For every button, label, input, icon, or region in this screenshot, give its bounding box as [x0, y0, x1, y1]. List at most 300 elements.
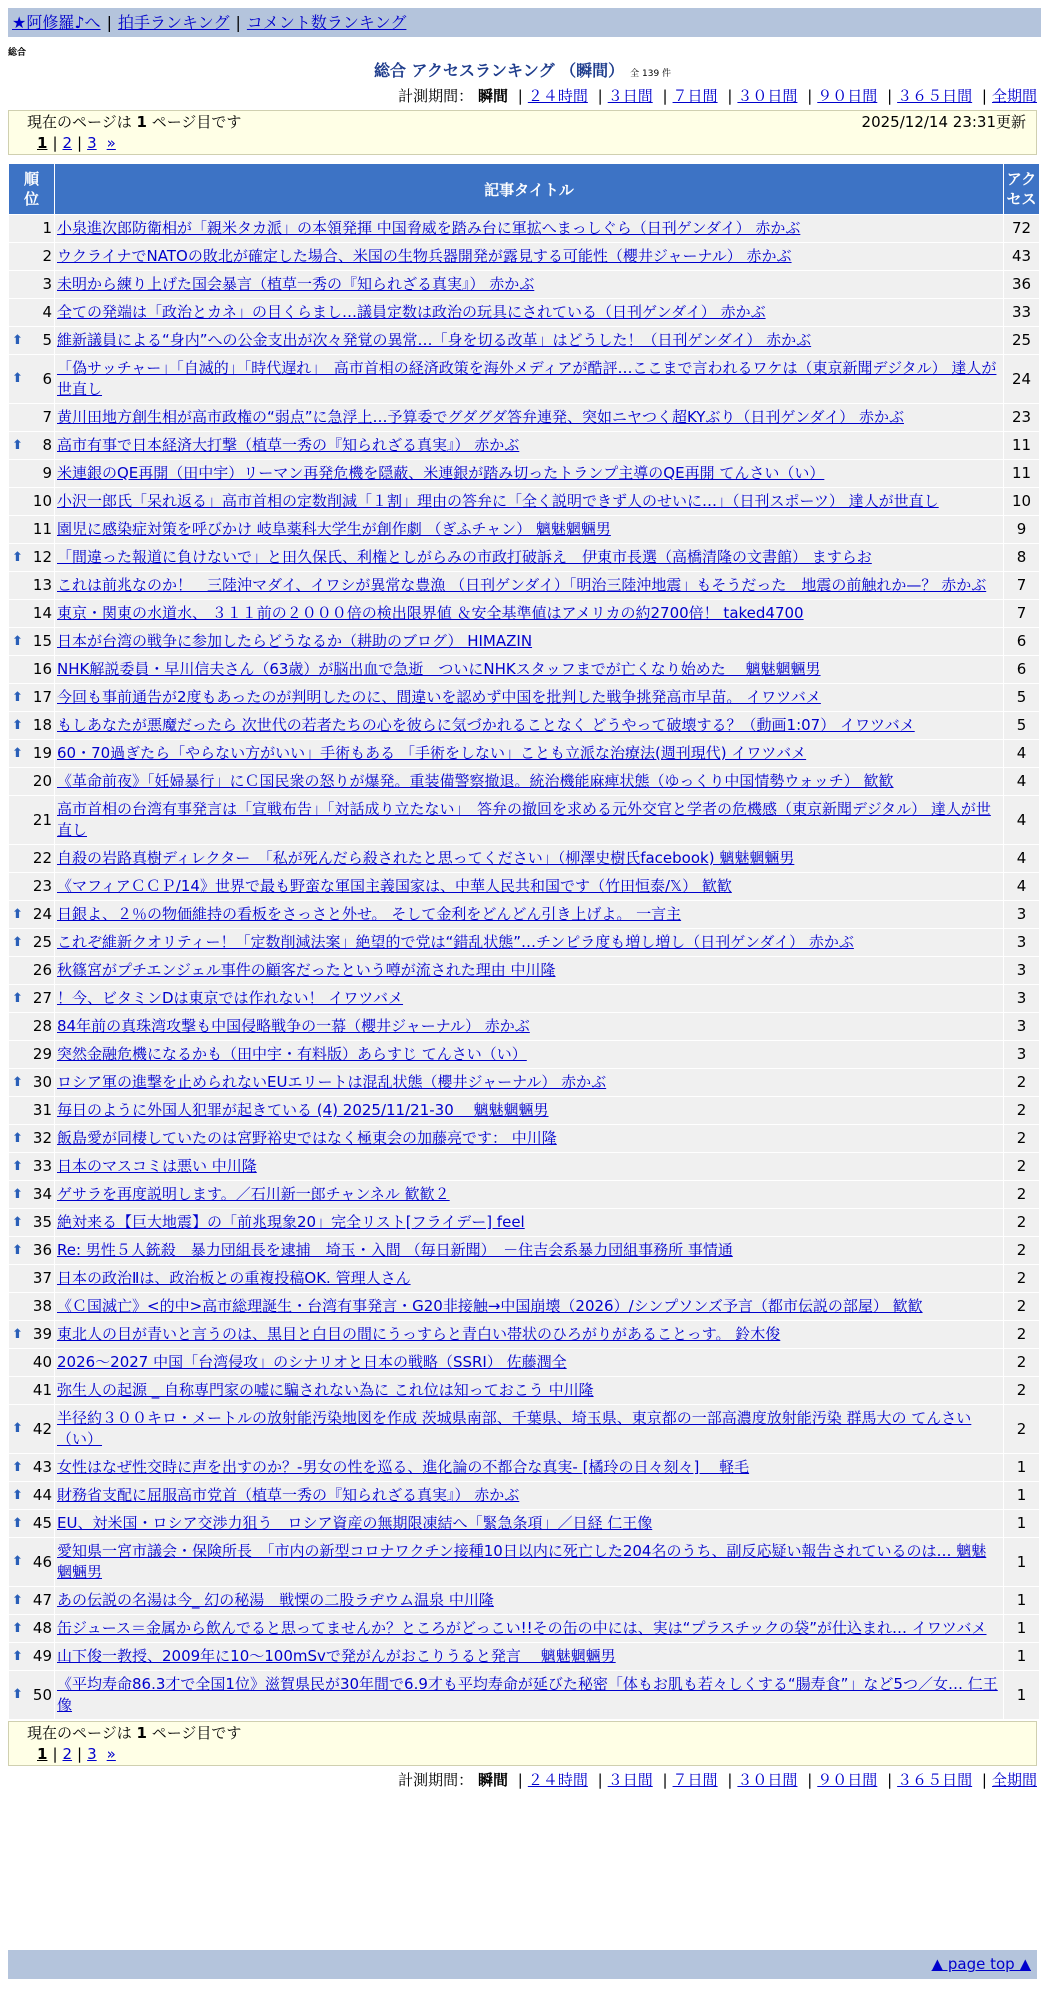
article-link[interactable]: 全ての発端は「政治とカネ」の目くらまし…議員定数は政治の玩具にされている（日刊ゲンダイ） 赤かぶ — [57, 303, 766, 321]
access-count: 33 — [1004, 299, 1039, 326]
title-cell — [55, 1454, 1003, 1481]
access-count: 2 — [1004, 1293, 1039, 1320]
period-selector-bottom: 計測期間： 瞬間 | ２４時間 | ３日間 | ７日間 | ３０日間 | ９０日間 | ３６５日間 | 全期間 — [398, 1771, 1037, 1789]
article-link[interactable]: 日本が台湾の戦争に参加したらどうなるか（耕助のブログ） HIMAZIN — [57, 632, 533, 650]
rank-cell — [9, 901, 54, 928]
table-row — [9, 1293, 1039, 1320]
rank-number: 22 — [32, 849, 52, 867]
table-row — [9, 1265, 1039, 1292]
title-cell — [55, 1153, 1003, 1180]
up-arrow-icon: ⬆ — [12, 549, 23, 565]
rank-cell — [9, 1013, 54, 1040]
article-link[interactable]: 《マフィアＣＣＰ/14》世界で最も野蛮な軍国主義国家は、中華人民共和国です（竹田恒泰/𝕏） 歓歓 — [57, 877, 732, 895]
title-cell — [55, 1587, 1003, 1614]
ranking-table — [8, 163, 1040, 1720]
pager-current: 1 — [37, 1745, 48, 1763]
rank-number: 39 — [32, 1325, 52, 1343]
title-cell — [55, 1321, 1003, 1348]
rank-number: 44 — [32, 1486, 52, 1504]
rank-cell — [9, 355, 54, 403]
rank-cell — [9, 600, 54, 627]
rank-number: 4 — [42, 303, 52, 321]
table-row — [9, 1069, 1039, 1096]
current-page-text: 現在のページは 1 ページ目です — [27, 113, 242, 131]
access-count: 2 — [1004, 1069, 1039, 1096]
table-row — [9, 1377, 1039, 1404]
article-link[interactable]: 自殺の岩路真樹ディレクター 「私が死んだら殺されたと思ってください」（柳澤史樹氏facebook) 魑魅魍魎男 — [57, 849, 795, 867]
title-cell — [55, 684, 1003, 711]
pager-link-2[interactable]: 2 — [62, 134, 73, 152]
access-count: 1 — [1004, 1587, 1039, 1614]
access-count: 23 — [1004, 404, 1039, 431]
table-row — [9, 299, 1039, 326]
pager-current: 1 — [37, 134, 48, 152]
title-cell — [55, 432, 1003, 459]
article-link[interactable]: ウクライナでNATOの敗北が確定した場合、米国の生物兵器開発が露見する可能性（櫻井ジャーナル） 赤かぶ — [57, 247, 792, 265]
article-link[interactable]: 女性はなぜ性交時に声を出すのか？-男女の性を巡る、進化論の不都合な真実- [橘玲の日々刻々] 軽毛 — [57, 1458, 750, 1476]
access-count: 4 — [1004, 845, 1039, 872]
article-link[interactable]: Re: 男性５人銃殺 暴力団組長を逮捕 埼玉・入間 （毎日新聞） －住吉会系暴力団組事務所 事情通 — [57, 1241, 733, 1259]
access-count: 2 — [1004, 1153, 1039, 1180]
article-link[interactable]: 維新議員による“身内”への公金支出が次々発覚の異常…「身を切る改革」はどうした！（日刊ゲンダイ） 赤かぶ — [57, 331, 812, 349]
access-count: 9 — [1004, 516, 1039, 543]
rank-cell — [9, 271, 54, 298]
access-count: 24 — [1004, 355, 1039, 403]
top-nav-bar — [8, 8, 1041, 37]
article-link[interactable]: 毎日のように外国人犯罪が起きている (4) 2025/11/21-30 魑魅魍魎男 — [57, 1101, 549, 1119]
article-link[interactable]: 缶ジュース＝金属から飲んでると思ってませんか？ところがどっこい!!その缶の中には、実は“プラスチックの袋”が仕込まれ… イワツバメ — [57, 1619, 987, 1637]
rank-number: 19 — [32, 744, 52, 762]
up-arrow-icon: ⬆ — [12, 1592, 23, 1608]
up-arrow-icon: ⬆ — [12, 1421, 23, 1436]
table-row — [9, 327, 1039, 354]
rank-number: 38 — [32, 1297, 52, 1315]
title-cell — [55, 1013, 1003, 1040]
rank-number: 11 — [32, 520, 52, 538]
rank-cell — [9, 1265, 54, 1292]
access-count: 1 — [1004, 1671, 1039, 1719]
title-cell — [55, 1265, 1003, 1292]
pager-link-2[interactable]: 2 — [62, 1745, 73, 1763]
up-arrow-icon: ⬆ — [12, 1554, 23, 1569]
rank-number: 24 — [32, 905, 52, 923]
period-selector-top: 計測期間： 瞬間 | ２４時間 | ３日間 | ７日間 | ３０日間 | ９０日間 | ３６５日間 | 全期間 — [398, 87, 1037, 105]
article-link[interactable]: 高市有事で日本経済大打撃（植草一秀の『知られざる真実』） 赤かぶ — [57, 436, 520, 454]
rank-cell — [9, 740, 54, 767]
table-row — [9, 712, 1039, 739]
rank-number: 23 — [32, 877, 52, 895]
page-info-top — [8, 110, 1037, 155]
current-page-text: 現在のページは 1 ページ目です — [27, 1724, 242, 1742]
up-arrow-icon: ⬆ — [12, 717, 23, 733]
period-link-7d[interactable]: ７日間 — [672, 1771, 718, 1789]
article-link[interactable]: 「間違った報道に負けないで」と田久保氏、利権としがらみの市政打破訴え 伊東市長選（高橋清隆の文書館） ますらお — [57, 548, 872, 566]
rank-number: 20 — [32, 772, 52, 790]
access-count: 4 — [1004, 768, 1039, 795]
article-link[interactable]: 《Ｃ国滅亡》<的中>高市総理誕生・台湾有事発言・G20非接触→中国崩壊（2026）/シンプソンズ予言（都市伝説の部屋） 歓歓 — [57, 1297, 923, 1315]
rank-cell — [9, 1405, 54, 1453]
rank-cell — [9, 1615, 54, 1642]
article-link[interactable]: これは前兆なのか！ 三陸沖マダイ、イワシが異常な豊漁 （日刊ゲンダイ）「明治三陸沖地震」もそうだった 地震の前触れか—？ 赤かぶ — [57, 576, 987, 594]
updated-time: 2025/12/14 23:31更新 — [861, 113, 1026, 131]
table-header-row — [9, 164, 1039, 214]
up-arrow-icon: ⬆ — [12, 1130, 23, 1146]
access-count: 6 — [1004, 628, 1039, 655]
access-count: 11 — [1004, 432, 1039, 459]
footer-bar — [8, 1950, 1037, 1979]
access-count: 1 — [1004, 1643, 1039, 1670]
article-link[interactable]: 半径約３００キロ・メートルの放射能汚染地図を作成 茨城県南部、千葉県、埼玉県、東京都の一部高濃度放射能汚染 群馬大の てんさい（い） — [57, 1409, 972, 1448]
article-link[interactable]: 高市首相の台湾有事発言は「宣戦布告」「対話成り立たない」 答弁の撤回を求める元外交官と学者の危機感（東京新聞デジタル） 達人が世直し — [57, 800, 991, 839]
title-cell — [55, 901, 1003, 928]
rank-cell — [9, 1321, 54, 1348]
title-cell — [55, 404, 1003, 431]
access-count: 2 — [1004, 1237, 1039, 1264]
table-row — [9, 432, 1039, 459]
pager-next[interactable]: » — [106, 1745, 116, 1763]
table-row — [9, 1209, 1039, 1236]
title-cell — [55, 1482, 1003, 1509]
article-link[interactable]: 84年前の真珠湾攻撃も中国侵略戦争の一幕（櫻井ジャーナル） 赤かぶ — [57, 1017, 530, 1035]
title-cell — [55, 1293, 1003, 1320]
rank-cell — [9, 1349, 54, 1376]
access-count: 3 — [1004, 1041, 1039, 1068]
article-link[interactable]: NHK解説委員・早川信夫さん（63歳）が脳出血で急逝 ついにNHKスタッフまでが亡くなり始めた 魑魅魍魎男 — [57, 660, 821, 678]
header-title: 記事タイトル — [55, 164, 1003, 214]
title-cell — [55, 656, 1003, 683]
article-link[interactable]: 黄川田地方創生相が高市政権の“弱点”に急浮上…予算委でグダグダ答弁連発、突如ニヤつく超KYぶり（日刊ゲンダイ） 赤かぶ — [57, 408, 904, 426]
rank-cell — [9, 929, 54, 956]
period-link-all[interactable]: 全期間 — [991, 1771, 1037, 1789]
rank-number: 46 — [32, 1552, 52, 1571]
rank-cell — [9, 985, 54, 1012]
rank-number: 30 — [32, 1073, 52, 1091]
rank-number: 31 — [32, 1101, 52, 1119]
period-label: 計測期間： — [398, 87, 474, 105]
rank-cell — [9, 460, 54, 487]
article-link[interactable]: もしあなたが悪魔だったら 次世代の若者たちの心を彼らに気づかれることなく どうやって破壊する？（動画1:07） イワツバメ — [57, 716, 915, 734]
article-link[interactable]: 日本のマスコミは悪い 中川隆 — [57, 1157, 257, 1175]
table-row — [9, 929, 1039, 956]
article-link[interactable]: 《革命前夜》「妊婦暴行」にＣ国民衆の怒りが爆発。重装備警察撤退。統治機能麻痺状態（ゆっくり中国情勢ウォッチ） 歓歓 — [57, 772, 894, 790]
table-row — [9, 1538, 1039, 1586]
header-rank: 順位 — [9, 164, 54, 214]
article-link[interactable]: ロシア軍の進撃を止められないEUエリートは混乱状態（櫻井ジャーナル） 赤かぶ — [57, 1073, 607, 1091]
rank-cell — [9, 1454, 54, 1481]
access-count: 2 — [1004, 1321, 1039, 1348]
rank-cell — [9, 299, 54, 326]
period-link-all[interactable]: 全期間 — [991, 87, 1037, 105]
access-count: 11 — [1004, 460, 1039, 487]
access-count: 7 — [1004, 600, 1039, 627]
title-cell — [55, 1237, 1003, 1264]
title-cell — [55, 243, 1003, 270]
rank-number: 6 — [42, 369, 52, 388]
article-link[interactable]: 弥生人の起源 _ 自称専門家の嘘に騙されない為に これ位は知っておこう 中川隆 — [57, 1381, 594, 1399]
access-count: 72 — [1004, 215, 1039, 242]
table-row — [9, 684, 1039, 711]
rank-number: 29 — [32, 1045, 52, 1063]
article-link[interactable]: 日銀よ、２％の物価維持の看板をさっさと外せ。 そして金利をどんどん引き上げよ。 一言主 — [57, 905, 682, 923]
rank-number: 33 — [32, 1157, 52, 1175]
article-link[interactable]: 園児に感染症対策を呼びかけ 岐阜薬科大学生が創作劇 （ぎふチャン） 魑魅魍魎男 — [57, 520, 611, 538]
table-row — [9, 215, 1039, 242]
article-link[interactable]: ゲサラを再度説明します。／石川新一郎チャンネル 歓歓２ — [57, 1185, 450, 1203]
rank-cell — [9, 1643, 54, 1670]
rank-cell — [9, 1097, 54, 1124]
rank-number: 34 — [32, 1185, 52, 1203]
rank-number: 7 — [42, 408, 52, 426]
access-count: 7 — [1004, 572, 1039, 599]
rank-number: 2 — [42, 247, 52, 265]
title-cell — [55, 628, 1003, 655]
period-link-365d[interactable]: ３６５日間 — [897, 1771, 973, 1789]
rank-cell — [9, 1538, 54, 1586]
rank-cell — [9, 1510, 54, 1537]
pager-bottom: 1 | 2 | 3 » — [37, 1745, 116, 1763]
title-cell — [55, 271, 1003, 298]
table-row — [9, 243, 1039, 270]
up-arrow-icon: ⬆ — [12, 745, 23, 761]
table-row — [9, 796, 1039, 844]
article-link[interactable]: 2026～2027 中国「台湾侵攻」のシナリオと日本の戦略（SSRI） 佐藤潤全 — [57, 1353, 567, 1371]
rank-cell — [9, 656, 54, 683]
rank-number: 45 — [32, 1514, 52, 1532]
article-link[interactable]: 東京・関東の水道水、 ３１１前の２０００倍の検出限界値 ＆安全基準値はアメリカの約2700倍！ taked4700 — [57, 604, 804, 622]
table-row — [9, 488, 1039, 515]
up-arrow-icon: ⬆ — [12, 1648, 23, 1664]
title-cell — [55, 796, 1003, 844]
period-link-90d[interactable]: ９０日間 — [817, 87, 878, 105]
access-count: 1 — [1004, 1454, 1039, 1481]
title-cell — [55, 1643, 1003, 1670]
rank-number: 40 — [32, 1353, 52, 1371]
rank-cell — [9, 327, 54, 354]
rank-number: 10 — [32, 492, 52, 510]
breadcrumb: 総合 — [8, 48, 27, 58]
table-row — [9, 845, 1039, 872]
title-cell — [55, 1097, 1003, 1124]
period-link-30d[interactable]: ３０日間 — [737, 87, 798, 105]
period-link-30d[interactable]: ３０日間 — [737, 1771, 798, 1789]
page-title: 総合 アクセスランキング （瞬間） — [373, 61, 625, 80]
table-row — [9, 404, 1039, 431]
up-arrow-icon: ⬆ — [12, 1487, 23, 1503]
table-row — [9, 572, 1039, 599]
article-link[interactable]: 東北人の目が青いと言うのは、黒目と白目の間にうっすらと青白い帯状のひろがりがあることっす。 鈴木俊 — [57, 1325, 781, 1343]
access-count: 4 — [1004, 796, 1039, 844]
access-count: 43 — [1004, 243, 1039, 270]
up-arrow-icon: ⬆ — [12, 1326, 23, 1342]
rank-number: 16 — [32, 660, 52, 678]
article-link[interactable]: 「偽サッチャー」「自滅的」「時代遅れ」 高市首相の経済政策を海外メディアが酷評…ここまで言われるワケは（東京新聞デジタル） 達人が世直し — [57, 359, 997, 398]
title-cell — [55, 985, 1003, 1012]
rank-number: 42 — [32, 1419, 52, 1438]
title-cell — [55, 1069, 1003, 1096]
pager-top: 1 | 2 | 3 » — [37, 134, 116, 152]
rank-number: 26 — [32, 961, 52, 979]
access-count: 5 — [1004, 712, 1039, 739]
access-count: 2 — [1004, 1209, 1039, 1236]
period-link-365d[interactable]: ３６５日間 — [897, 87, 973, 105]
table-row — [9, 628, 1039, 655]
title-cell — [55, 460, 1003, 487]
rank-cell — [9, 873, 54, 900]
rank-cell — [9, 1209, 54, 1236]
table-row — [9, 355, 1039, 403]
rank-number: 9 — [42, 464, 52, 482]
table-row — [9, 1125, 1039, 1152]
access-count: 1 — [1004, 1510, 1039, 1537]
rank-cell — [9, 1237, 54, 1264]
title-cell — [55, 1377, 1003, 1404]
title-cell — [55, 1510, 1003, 1537]
table-row — [9, 1405, 1039, 1453]
nav-link-clap-ranking[interactable]: 拍手ランキング — [117, 13, 230, 32]
rank-cell — [9, 1587, 54, 1614]
article-link[interactable]: 財務省支配に屈服高市党首（植草一秀の『知られざる真実』） 赤かぶ — [57, 1486, 520, 1504]
article-link[interactable]: 小泉進次郎防衛相が「親米タカ派」の本領発揮 中国脅威を踏み台に軍拡へまっしぐら（日刊ゲンダイ） 赤かぶ — [57, 219, 801, 237]
title-cell — [55, 516, 1003, 543]
article-link[interactable]: 愛知県一宮市議会・保険所長 「市内の新型コロナワクチン接種10日以内に死亡した204名のうち、副反応疑い報告されているのは… 魑魅魍魎男 — [57, 1542, 987, 1581]
article-link[interactable]: EU、対米国・ロシア交渉力狙う ロシア資産の無期限凍結へ「緊急条項」／日経 仁王像 — [57, 1514, 653, 1532]
table-row — [9, 1181, 1039, 1208]
article-link[interactable]: 小沢一郎氏「呆れ返る」高市首相の定数削減「１割」理由の答弁に「全く説明できず人のせいに…」（日刊スポーツ） 達人が世直し — [57, 492, 939, 510]
article-link[interactable]: 秋篠宮がプチエンジェル事件の顧客だったという噂が流された理由 中川隆 — [57, 961, 556, 979]
access-count: 3 — [1004, 901, 1039, 928]
table-row — [9, 600, 1039, 627]
period-link-90d[interactable]: ９０日間 — [817, 1771, 878, 1789]
access-count: 2 — [1004, 1265, 1039, 1292]
table-row — [9, 271, 1039, 298]
article-link[interactable]: あの伝説の名湯は今_ 幻の秘湯 戦慄の二股ラヂウム温泉 中川隆 — [57, 1591, 494, 1609]
rank-number: 17 — [32, 688, 52, 706]
title-cell — [55, 1615, 1003, 1642]
table-row — [9, 1643, 1039, 1670]
table-row — [9, 768, 1039, 795]
nav-link-ashura[interactable]: ★阿修羅♪へ — [12, 13, 101, 32]
article-link[interactable]: 米連銀のQE再開（田中宇）リーマン再発危機を隠蔽、米連銀が踏み切ったトランプ主導のQE再開 てんさい（い） — [57, 464, 825, 482]
nav-link-comment-ranking[interactable]: コメント数ランキング — [246, 13, 407, 32]
rank-cell — [9, 796, 54, 844]
rank-number: 8 — [42, 436, 52, 454]
article-link[interactable]: ！今、ビタミンDは東京では作れない！ イワツバメ — [57, 989, 404, 1007]
table-row — [9, 901, 1039, 928]
article-link[interactable]: 突然金融危機になるかも（田中宇・有料版）あらすじ てんさい（い） — [57, 1045, 527, 1063]
table-row — [9, 957, 1039, 984]
article-link[interactable]: 未明から練り上げた国会暴言（植草一秀の『知られざる真実』） 赤かぶ — [57, 275, 535, 293]
period-link-24h[interactable]: ２４時間 — [527, 87, 588, 105]
access-count: 8 — [1004, 544, 1039, 571]
rank-cell — [9, 684, 54, 711]
article-link[interactable]: 日本の政治Ⅱは、政治板との重複投稿OK. 管理人さん — [57, 1269, 411, 1287]
header-access: アクセス — [1004, 164, 1039, 214]
pager-next[interactable]: » — [106, 134, 116, 152]
article-link[interactable]: 山下俊一教授、2009年に10～100mSvで発がんがおこりうると発言 魑魅魍魎男 — [57, 1647, 616, 1665]
table-row — [9, 1510, 1039, 1537]
article-link[interactable]: 60・70過ぎたら「やらない方がいい」手術もある 「手術をしない」ことも立派な治療法(週刊現代) イワツバメ — [57, 744, 807, 762]
rank-number: 48 — [32, 1619, 52, 1637]
up-arrow-icon: ⬆ — [12, 1459, 23, 1475]
title-cell — [55, 957, 1003, 984]
table-row — [9, 516, 1039, 543]
total-count: 全 139 件 — [630, 69, 672, 79]
access-count: 3 — [1004, 985, 1039, 1012]
table-row — [9, 1587, 1039, 1614]
title-cell — [55, 1405, 1003, 1453]
up-arrow-icon: ⬆ — [12, 1242, 23, 1258]
period-link-7d[interactable]: ７日間 — [672, 87, 718, 105]
rank-cell — [9, 1125, 54, 1152]
title-cell — [55, 845, 1003, 872]
rank-cell — [9, 572, 54, 599]
period-link-3d[interactable]: ３日間 — [607, 1771, 653, 1789]
access-count: 36 — [1004, 271, 1039, 298]
title-cell — [55, 1041, 1003, 1068]
table-row — [9, 1482, 1039, 1509]
rank-cell — [9, 516, 54, 543]
table-row — [9, 985, 1039, 1012]
rank-cell — [9, 1377, 54, 1404]
title-cell — [55, 712, 1003, 739]
page-top-link[interactable]: ▲ page top ▲ — [931, 1955, 1031, 1973]
title-cell — [55, 1125, 1003, 1152]
access-count: 1 — [1004, 1482, 1039, 1509]
article-link[interactable]: 絶対来る【巨大地震】の「前兆現象20」完全リスト[フライデー] feel — [57, 1213, 525, 1231]
rank-number: 43 — [32, 1458, 52, 1476]
rank-number: 5 — [42, 331, 52, 349]
title-cell — [55, 1538, 1003, 1586]
rank-number: 32 — [32, 1129, 52, 1147]
access-count: 2 — [1004, 1349, 1039, 1376]
title-cell — [55, 740, 1003, 767]
rank-number: 3 — [42, 275, 52, 293]
pager-link-3[interactable]: 3 — [87, 1745, 97, 1763]
nav-sep: | — [235, 13, 241, 32]
up-arrow-icon: ⬆ — [12, 1620, 23, 1636]
title-cell — [55, 488, 1003, 515]
article-link[interactable]: 飯島愛が同棲していたのは宮野裕史ではなく極東会の加藤亮です： 中川隆 — [57, 1129, 557, 1147]
access-count: 2 — [1004, 1181, 1039, 1208]
title-cell — [55, 1181, 1003, 1208]
table-row — [9, 544, 1039, 571]
rank-cell — [9, 1153, 54, 1180]
period-link-24h[interactable]: ２４時間 — [527, 1771, 588, 1789]
access-count: 4 — [1004, 740, 1039, 767]
rank-cell — [9, 1041, 54, 1068]
rank-cell — [9, 488, 54, 515]
article-link[interactable]: 今回も事前通告が2度もあったのが判明したのに、間違いを認めず中国を批判した戦争挑発高市早苗。 イワツバメ — [57, 688, 821, 706]
rank-number: 36 — [32, 1241, 52, 1259]
access-count: 25 — [1004, 327, 1039, 354]
access-count: 5 — [1004, 684, 1039, 711]
table-row — [9, 1349, 1039, 1376]
table-row — [9, 656, 1039, 683]
article-link[interactable]: これぞ維新クオリティー！「定数削減法案」絶望的で党は“錯乱状態”…チンピラ度も増し増し（日刊ゲンダイ） 赤かぶ — [57, 933, 854, 951]
access-count: 3 — [1004, 957, 1039, 984]
period-link-3d[interactable]: ３日間 — [607, 87, 653, 105]
title-cell — [55, 768, 1003, 795]
table-row — [9, 1454, 1039, 1481]
rank-cell — [9, 1181, 54, 1208]
page-info-bottom — [8, 1721, 1037, 1766]
up-arrow-icon: ⬆ — [12, 1687, 23, 1702]
article-link[interactable]: 《平均寿命86.3才で全国1位》滋賀県民が30年間で6.9才も平均寿命が延びた秘密「体もお肌も若々しくする“腸寿食”」など5つ／女… 仁王像 — [57, 1675, 998, 1714]
pager-link-3[interactable]: 3 — [87, 134, 97, 152]
up-arrow-icon: ⬆ — [12, 906, 23, 922]
table-row — [9, 1153, 1039, 1180]
rank-number: 37 — [32, 1269, 52, 1287]
